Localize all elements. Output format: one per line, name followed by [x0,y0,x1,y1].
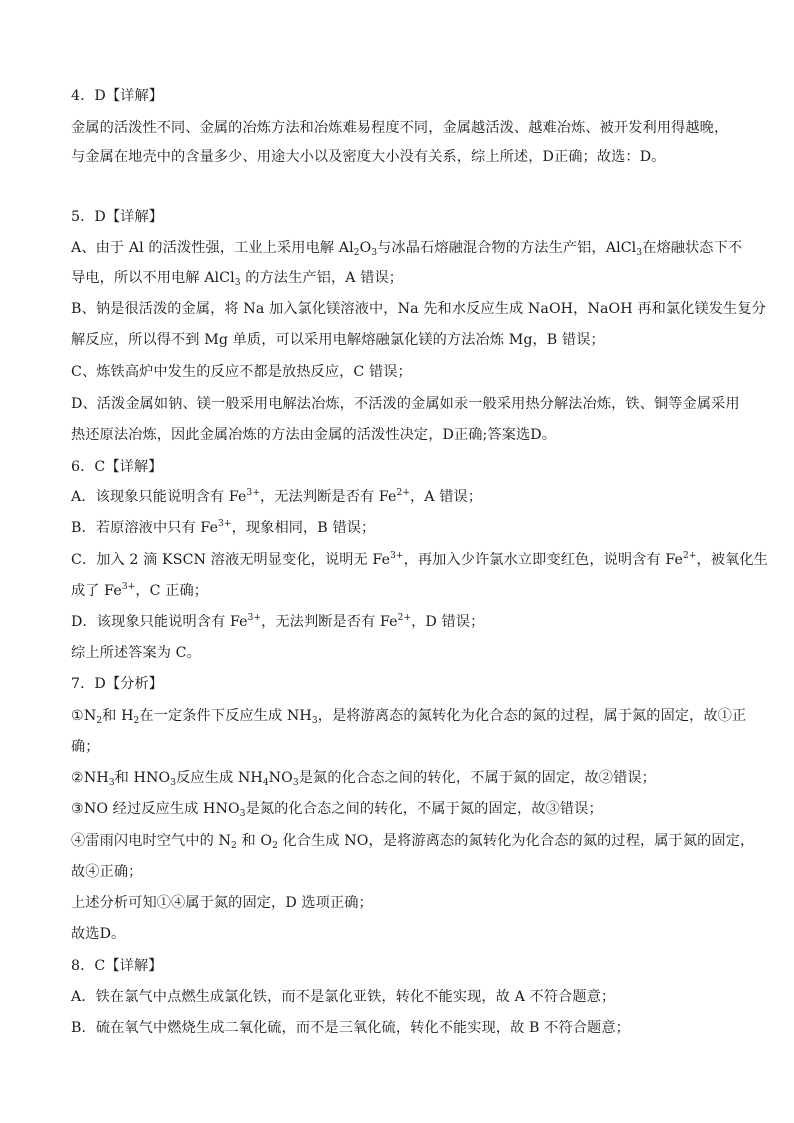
q5-option-b-line-2: 解反应，所以得不到 Mg 单质，可以采用电解熔融氯化镁的方法冶炼 Mg，B 错误； [71,332,605,348]
q7-item-4-line-2: 故④正确； [71,864,143,880]
q4-heading: 4．D【详解】 [71,88,164,104]
q5-heading: 5．D【详解】 [71,209,164,225]
q7-item-1-line-1: $①N_2$和 $H_2$在一定条件下反应生成 $NH_3$，是将游离态的氮转化为化合态的氮的过程，属于氮的固定，故①正 [71,708,747,726]
q4-line-1: 金属的活泼性不同、金属的冶炼方法和冶炼难易程度不同，金属越活泼、越难冶炼、被开发利用得越晚， [71,120,729,136]
q6-option-c-line-1: C．加入 2 滴 KSCN 溶液无明显变化，说明无 $Fe^{3+}$，再加入少许氯水立即变红色，说明含有 $Fe^{2+}$，被氧化生 [71,551,768,568]
q8-heading: 8．C【详解】 [71,958,163,974]
q8-option-a: A．铁在氯气中点燃生成氯化铁，而不是氯化亚铁，转化不能实现，故 A 不符合题意； [71,989,616,1005]
q5-option-c: C、炼铁高炉中发生的反应不都是放热反应，C 错误； [71,364,412,380]
q5-option-d-line-2: 热还原法冶炼，因此金属冶炼的方法由金属的活泼性决定，D正确;答案选D。 [71,427,557,443]
q7-summary-1: 上述分析可知①④属于氮的固定，D 选项正确； [71,895,373,911]
q6-option-c-line-2: 成了 $Fe^{3+}$，C 正确； [71,582,209,599]
q7-item-3: ③NO 经过反应生成 $HNO_3$是氮的化合态之间的转化，不属于氮的固定，故③错误； [71,801,603,819]
q4-line-2: 与金属在地壳中的含量多少、用途大小以及密度大小没有关系，综上所述，D正确；故选：D。 [71,149,666,165]
q6-heading: 6．C【详解】 [71,459,163,475]
q7-item-2: $②NH_3$和 $HNO_3$反应生成 $NH_4NO_3$是氮的化合态之间的转化，不属于氮的固定，故②错误； [71,770,656,788]
q7-item-1-line-2: 确； [71,739,100,755]
q6-option-d: D．该现象只能说明含有 $Fe^{3+}$，无法判断是否有 $Fe^{2+}$，D 错误； [71,613,485,630]
q5-option-b-line-1: B、钠是很活泼的金属，将 Na 加入氯化镁溶液中，Na 先和水反应生成 NaOH，NaOH 再和氯化镁发生复分 [71,301,766,317]
q6-summary: 综上所述答案为 C。 [71,645,201,661]
q5-option-a-line-2: 导电，所以不用电解 AlCl$_3$ 的方法生产铝，A 错误； [71,270,404,288]
q7-heading: 7．D【分析】 [71,676,164,692]
q7-item-4-line-1: ④雷雨闪电时空气中的 $N_2$ 和 $O_2$ 化合生成 NO，是将游离态的氮转化为化合态的氮的过程，属于氮的固定， [71,833,755,851]
q8-option-b: B．硫在氧气中燃烧生成二氧化硫，而不是三氧化硫，转化不能实现，故 B 不符合题意； [71,1020,630,1036]
q6-option-a: A．该现象只能说明含有 $Fe^{3+}$，无法判断是否有 $Fe^{2+}$，A 错误； [71,488,483,505]
q5-option-a-line-1: A、由于 Al 的活泼性强，工业上采用电解 $Al_2O_3$与冰晶石熔融混合物的方法生产铝，AlCl$_3$在熔融状态下不 [71,240,743,258]
q7-summary-2: 故选D。 [71,926,126,942]
q5-option-d-line-1: D、活泼金属如钠、镁一般采用电解法冶炼，不活泼的金属如汞一般采用热分解法冶炼，铁、铜等金属采用 [71,396,740,412]
q6-option-b: B．若原溶液中只有 $Fe^{3+}$，现象相同，B 错误； [71,519,376,536]
